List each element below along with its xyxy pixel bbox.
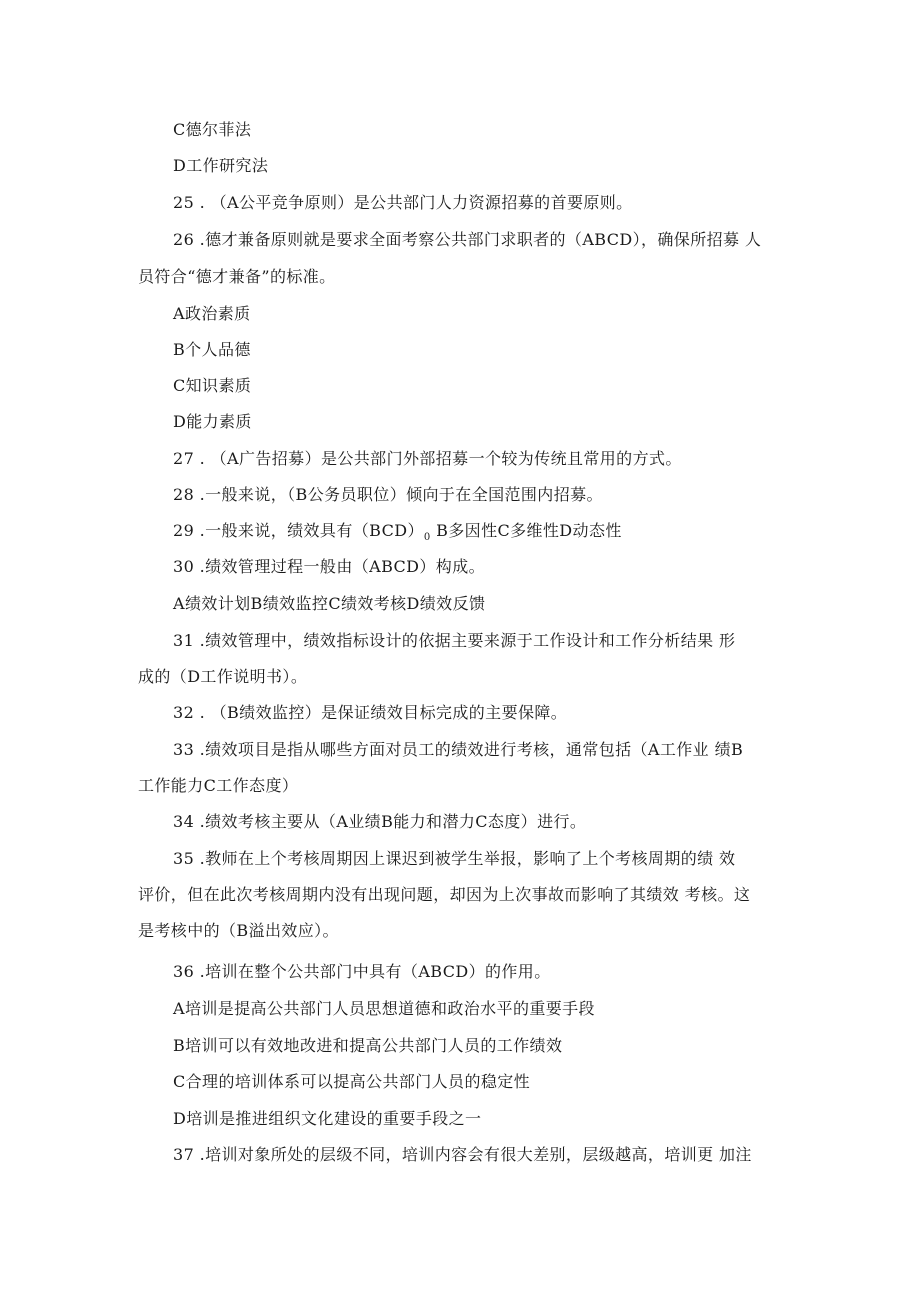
question-26-continued: 员符合“德才兼备”的标准。: [138, 267, 336, 286]
question-29: [173, 521, 622, 548]
question-25: 25 . （A公平竞争原则）是公共部门人力资源招募的首要原则。: [173, 193, 633, 212]
option-a-political: A政治素质: [173, 304, 251, 323]
option-d-training: D培训是推进组织文化建设的重要手段之一: [173, 1109, 482, 1128]
question-35-end: 是考核中的（B溢出效应）。: [138, 921, 339, 940]
question-31-continued: 成的（D工作说明书）。: [138, 667, 308, 686]
question-29-subscript: 0: [423, 532, 431, 544]
option-c-training: C合理的培训体系可以提高公共部门人员的稳定性: [173, 1072, 531, 1091]
option-d-work-study: D工作研究法: [173, 156, 269, 175]
question-29-options: B多因性C多维性D动态性: [430, 521, 622, 540]
option-b-training: B培训可以有效地改进和提高公共部门人员的工作绩效: [173, 1036, 563, 1055]
question-35: 35 .教师在上个考核周期因上课迟到被学生举报，影响了上个考核周期的绩 效: [173, 849, 736, 868]
question-29-stem: 29 .一般来说，绩效具有（BCD）: [173, 521, 424, 540]
question-33-continued: 工作能力C工作态度）: [138, 776, 299, 795]
question-31: 31 .绩效管理中，绩效指标设计的依据主要来源于工作设计和工作分析结果 形: [173, 631, 736, 650]
question-28: 28 .一般来说，（B公务员职位）倾向于在全国范围内招募。: [173, 485, 603, 504]
question-37: 37 .培训对象所处的层级不同，培训内容会有很大差别，层级越高，培训更 加注: [173, 1145, 752, 1164]
option-b-personal: B个人品德: [173, 340, 251, 359]
question-26: 26 .德才兼备原则就是要求全面考察公共部门求职者的（ABCD），确保所招募 人: [173, 230, 762, 249]
question-34: 34 .绩效考核主要从（A业绩B能力和潜力C态度）进行。: [173, 812, 587, 831]
question-36: 36 .培训在整个公共部门中具有（ABCD）的作用。: [173, 962, 551, 981]
question-33: 33 .绩效项目是指从哪些方面对员工的绩效进行考核，通常包括（A工作业 绩B: [173, 740, 744, 759]
option-d-ability: D能力素质: [173, 412, 252, 431]
question-35-continued: 评价，但在此次考核周期内没有出现问题，却因为上次事故而影响了其绩效 考核。这: [138, 885, 751, 904]
option-c-delphi: C德尔菲法: [173, 120, 252, 139]
option-c-knowledge: C知识素质: [173, 376, 252, 395]
question-30-options: A绩效计划B绩效监控C绩效考核D绩效反馈: [173, 594, 486, 613]
question-30: 30 .绩效管理过程一般由（ABCD）构成。: [173, 557, 486, 576]
question-27: 27 . （A广告招募）是公共部门外部招募一个较为传统且常用的方式。: [173, 449, 682, 468]
option-a-training: A培训是提高公共部门人员思想道德和政治水平的重要手段: [173, 999, 595, 1018]
question-32: 32 . （B绩效监控）是保证绩效目标完成的主要保障。: [173, 703, 568, 722]
